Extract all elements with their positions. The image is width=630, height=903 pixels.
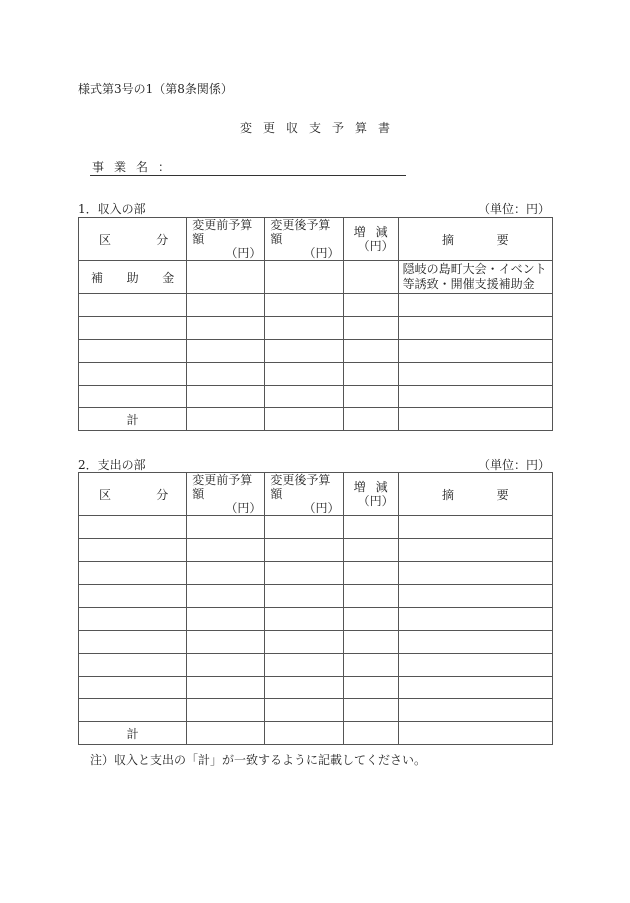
- header-category-b: 分: [156, 232, 169, 247]
- table-row: [79, 294, 553, 317]
- header-before-line2: （円）: [225, 246, 262, 260]
- summary-cell[interactable]: [398, 631, 552, 654]
- summary-cell[interactable]: [398, 386, 552, 408]
- table-row: [79, 340, 553, 363]
- table-row: [79, 516, 553, 539]
- category-cell[interactable]: [79, 654, 187, 677]
- summary-cell[interactable]: [398, 699, 552, 722]
- after-cell[interactable]: [265, 294, 343, 317]
- summary-cell[interactable]: [398, 539, 552, 562]
- change-cell[interactable]: [343, 562, 398, 585]
- table-row: [79, 261, 553, 294]
- header-change: [343, 218, 398, 261]
- document-title: 変更収支予算書: [240, 121, 402, 135]
- after-cell[interactable]: [265, 386, 343, 408]
- expense-header-row: [79, 473, 553, 516]
- after-cell[interactable]: [265, 317, 343, 340]
- header-category: [79, 218, 187, 261]
- category-cell[interactable]: [79, 386, 187, 408]
- summary-cell[interactable]: [398, 608, 552, 631]
- change-cell[interactable]: [343, 654, 398, 677]
- before-cell[interactable]: [187, 699, 265, 722]
- header-change-line2: （円）: [357, 239, 394, 253]
- footnote: 注）収入と支出の「計」が一致するように記載してください。: [90, 753, 427, 767]
- category-cell[interactable]: [79, 677, 187, 699]
- income-unit-label: （単位：円）: [478, 202, 551, 216]
- income-header-row: [79, 218, 553, 261]
- project-name-field[interactable]: [90, 175, 406, 176]
- change-cell[interactable]: [343, 677, 398, 699]
- change-cell[interactable]: [343, 516, 398, 539]
- change-cell[interactable]: [343, 585, 398, 608]
- form-number: 様式第3号の1（第8条関係）: [78, 82, 233, 96]
- after-cell[interactable]: [265, 562, 343, 585]
- header-summary-b: 要: [496, 487, 509, 502]
- category-cell[interactable]: [79, 516, 187, 539]
- category-cell[interactable]: [79, 699, 187, 722]
- header-summary-a: 摘: [441, 232, 454, 247]
- after-cell[interactable]: [265, 261, 343, 294]
- after-cell[interactable]: [265, 539, 343, 562]
- header-after-line2: （円）: [303, 246, 340, 260]
- before-cell[interactable]: [187, 363, 265, 386]
- category-cell[interactable]: [79, 294, 187, 317]
- header-category-b: 分: [156, 487, 169, 502]
- after-cell[interactable]: [265, 608, 343, 631]
- category-cell[interactable]: [79, 631, 187, 654]
- header-change-line1: 増減: [353, 225, 398, 239]
- income-total-row: [79, 408, 553, 431]
- category-cell[interactable]: [79, 562, 187, 585]
- header-after-line1: 変更後予算額: [270, 473, 331, 501]
- category-cell[interactable]: [79, 585, 187, 608]
- after-cell[interactable]: [265, 585, 343, 608]
- summary-line1: 隠岐の島町大会・イベント: [402, 262, 547, 276]
- change-cell[interactable]: [343, 539, 398, 562]
- total-change-cell[interactable]: [343, 722, 398, 745]
- change-cell[interactable]: [343, 294, 398, 317]
- category-cell[interactable]: [79, 608, 187, 631]
- after-cell[interactable]: [265, 654, 343, 677]
- summary-cell[interactable]: [398, 516, 552, 539]
- change-cell[interactable]: [343, 386, 398, 408]
- table-row: [79, 677, 553, 699]
- header-summary-a: 摘: [441, 487, 454, 502]
- header-before-budget: [187, 473, 265, 516]
- table-row: [79, 608, 553, 631]
- after-cell[interactable]: [265, 516, 343, 539]
- change-cell[interactable]: [343, 261, 398, 294]
- after-cell[interactable]: [265, 363, 343, 386]
- total-after-cell[interactable]: [265, 722, 343, 745]
- change-cell[interactable]: [343, 699, 398, 722]
- after-cell[interactable]: [265, 340, 343, 363]
- total-before-cell[interactable]: [187, 722, 265, 745]
- total-before-cell[interactable]: [187, 408, 265, 431]
- before-cell[interactable]: [187, 539, 265, 562]
- total-summary-cell[interactable]: [398, 722, 552, 745]
- header-summary: [398, 218, 552, 261]
- total-summary-cell[interactable]: [398, 408, 552, 431]
- total-label: 計: [79, 722, 187, 745]
- category-cell[interactable]: [79, 261, 187, 294]
- header-before-line1: 変更前予算額: [192, 473, 253, 501]
- header-category: [79, 473, 187, 516]
- project-name-label: 事業名：: [92, 160, 181, 174]
- total-after-cell[interactable]: [265, 408, 343, 431]
- category-cell[interactable]: [79, 363, 187, 386]
- before-cell[interactable]: [187, 585, 265, 608]
- category-cell[interactable]: [79, 340, 187, 363]
- header-change-line1: 増減: [353, 480, 398, 494]
- change-cell[interactable]: [343, 631, 398, 654]
- table-row: [79, 317, 553, 340]
- total-label: 計: [79, 408, 187, 431]
- after-cell[interactable]: [265, 677, 343, 699]
- expense-total-row: [79, 722, 553, 745]
- category-char: 金: [162, 270, 175, 285]
- header-summary: [398, 473, 552, 516]
- summary-cell[interactable]: [398, 562, 552, 585]
- expense-table: [78, 472, 553, 745]
- summary-cell[interactable]: [398, 363, 552, 386]
- summary-cell[interactable]: [398, 317, 552, 340]
- summary-cell[interactable]: [398, 294, 552, 317]
- table-row: [79, 654, 553, 677]
- before-cell[interactable]: [187, 261, 265, 294]
- header-before-line2: （円）: [225, 501, 262, 515]
- before-cell[interactable]: [187, 340, 265, 363]
- table-row: [79, 585, 553, 608]
- change-cell[interactable]: [343, 340, 398, 363]
- header-after-line2: （円）: [303, 501, 340, 515]
- header-before-budget: [187, 218, 265, 261]
- header-category-a: 区: [99, 232, 112, 247]
- change-cell[interactable]: [343, 363, 398, 386]
- category-cell[interactable]: [79, 317, 187, 340]
- summary-cell[interactable]: [398, 677, 552, 699]
- before-cell[interactable]: [187, 654, 265, 677]
- table-row: [79, 699, 553, 722]
- income-table: [78, 217, 553, 431]
- income-section-title: 1．収入の部: [78, 202, 146, 216]
- before-cell[interactable]: [187, 317, 265, 340]
- change-cell[interactable]: [343, 608, 398, 631]
- summary-cell[interactable]: [398, 340, 552, 363]
- after-cell[interactable]: [265, 631, 343, 654]
- header-before-line1: 変更前予算額: [192, 218, 253, 246]
- header-change: [343, 473, 398, 516]
- table-row: [79, 562, 553, 585]
- expense-unit-label: （単位：円）: [478, 458, 551, 472]
- after-cell[interactable]: [265, 699, 343, 722]
- table-row: [79, 386, 553, 408]
- change-cell[interactable]: [343, 317, 398, 340]
- summary-cell[interactable]: [398, 654, 552, 677]
- summary-line2: 等誘致・開催支援補助金: [402, 277, 535, 291]
- summary-cell[interactable]: [398, 261, 552, 294]
- before-cell[interactable]: [187, 562, 265, 585]
- category-cell[interactable]: [79, 539, 187, 562]
- before-cell[interactable]: [187, 631, 265, 654]
- header-category-a: 区: [99, 487, 112, 502]
- header-change-line2: （円）: [357, 494, 394, 508]
- header-after-budget: [265, 473, 343, 516]
- category-char: 補: [91, 270, 104, 285]
- table-row: [79, 539, 553, 562]
- total-change-cell[interactable]: [343, 408, 398, 431]
- before-cell[interactable]: [187, 294, 265, 317]
- expense-section-title: 2．支出の部: [78, 458, 146, 472]
- category-char: 助: [126, 270, 139, 285]
- before-cell[interactable]: [187, 516, 265, 539]
- header-summary-b: 要: [496, 232, 509, 247]
- table-row: [79, 363, 553, 386]
- table-row: [79, 631, 553, 654]
- header-after-line1: 変更後予算額: [270, 218, 331, 246]
- summary-cell[interactable]: [398, 585, 552, 608]
- before-cell[interactable]: [187, 386, 265, 408]
- before-cell[interactable]: [187, 677, 265, 699]
- header-after-budget: [265, 218, 343, 261]
- before-cell[interactable]: [187, 608, 265, 631]
